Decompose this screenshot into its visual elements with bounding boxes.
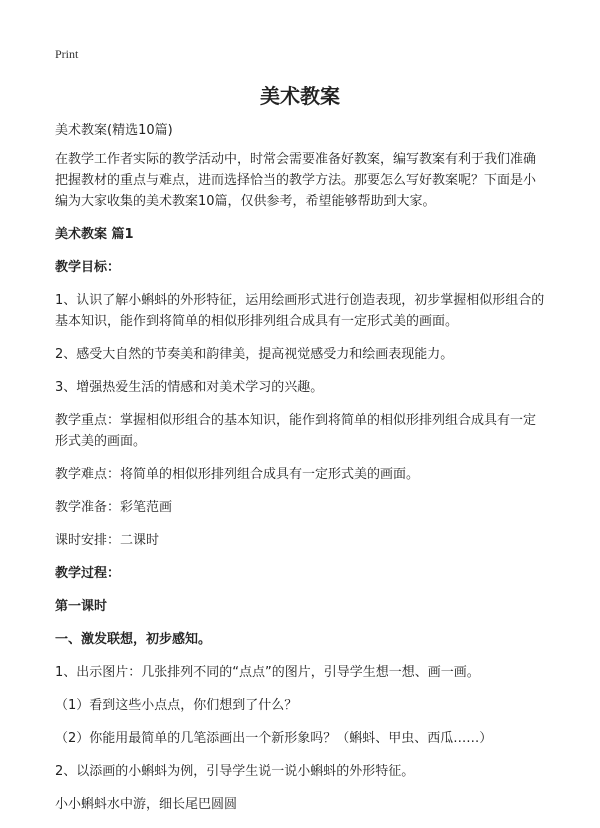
step-item-2: 2、以添画的小蝌蚪为例，引导学生说一说小蝌蚪的外形特征。: [55, 764, 415, 779]
print-link[interactable]: Print: [55, 47, 79, 61]
step-item-1a: （1）看到这些小点点，你们想到了什么？: [55, 698, 298, 713]
rhyme-line: 小小蝌蚪水中游，细长尾巴圆圆: [55, 797, 238, 812]
document-body: [55, 120, 545, 827]
goal-item-3: 3、增强热爱生活的情感和对美术学习的兴趣。: [55, 380, 324, 395]
goal-item-1: 1、认识了解小蝌蚪的外形特征，运用绘画形式进行创造表现，初步掌握相似形组合的基本知识，能作到将简单的相似形排列组合成具有一定形式美的画面。: [55, 293, 545, 329]
preparation-paragraph: 教学准备：彩笔范画: [55, 500, 173, 515]
document-title: 美术教案: [260, 84, 340, 108]
goal-item-2: 2、感受大自然的节奏美和韵律美，提高视觉感受力和绘画表现能力。: [55, 347, 454, 362]
step-heading: 一、激发联想，初步感知。: [55, 632, 212, 647]
step-item-1: 1、出示图片：几张排列不同的“点点”的图片，引导学生想一想、画一画。: [55, 665, 480, 680]
difficulty-paragraph: 教学难点：将简单的相似形排列组合成具有一定形式美的画面。: [55, 467, 420, 482]
document-subtitle: 美术教案(精选10篇): [55, 123, 173, 138]
key-point-paragraph: 教学重点：掌握相似形组合的基本知识，能作到将简单的相似形排列组合成具有一定形式美的画面。: [55, 413, 537, 449]
lesson-heading: 第一课时: [55, 599, 108, 614]
schedule-paragraph: 课时安排：二课时: [55, 533, 160, 548]
process-heading: 教学过程：: [55, 566, 121, 581]
goals-heading: 教学目标：: [55, 260, 121, 275]
step-item-1b: （2）你能用最简单的几笔添画出一个新形象吗？（蝌蚪、甲虫、西瓜……）: [55, 731, 493, 746]
intro-paragraph: 在教学工作者实际的教学活动中，时常会需要准备好教案，编写教案有利于我们准确把握教材的重点与难点，进而选择恰当的教学方法。那要怎么写好教案呢？下面是小编为大家收集的美术教案10篇，仅供参考，希望能够帮助到大家。: [55, 152, 537, 209]
section-heading: 美术教案 篇1: [55, 227, 134, 242]
